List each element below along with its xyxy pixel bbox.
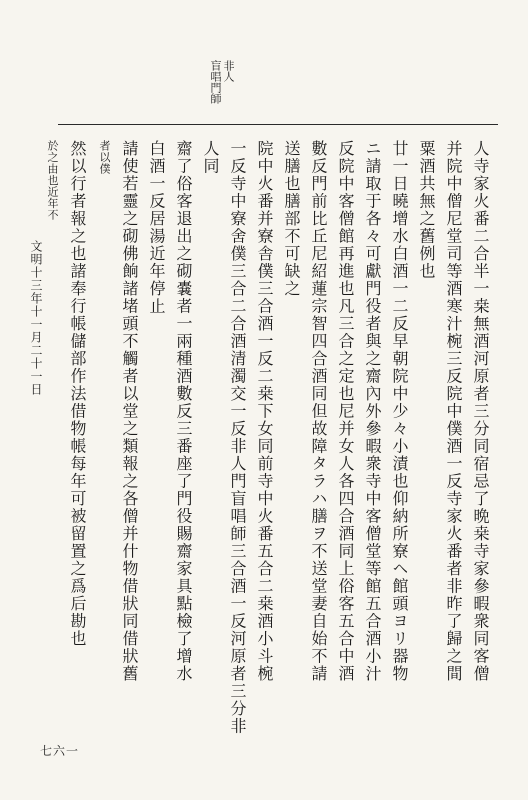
header-rule	[58, 124, 498, 125]
text-column: 廿一日曉增水白酒一二反早朝院中少々小漬也仰納所寮ヘ館頭ヨリ器物	[390, 140, 409, 683]
body-text	[36, 140, 488, 760]
text-column-note: 於之由也近年不	[46, 140, 59, 221]
header-note	[210, 60, 234, 104]
text-column: 請使若靈之砌佛餉諸堵頭不觸者以堂之類報之各僧并什物借狀同借狀舊	[120, 140, 139, 683]
header-line-1: 非人	[222, 60, 235, 82]
text-column: 人寺家火番二合半一桒無酒河原者三分同宿忌了晩桒寺家參暇衆同客僧	[471, 140, 490, 683]
text-column: 并院中僧尼堂司等酒寒汁椀三反院中僕酒一反寺家火番者非昨了歸之間	[444, 140, 463, 683]
text-column: 數反門前比丘尼紹蓮宗智四合酒同但故障タラハ膳ヲ不送堂妻自始不請	[309, 140, 328, 683]
text-column: 粟酒共無之舊例也	[417, 140, 436, 280]
text-column-note: 者以僕	[98, 140, 111, 175]
text-column: 送膳也膳部不可缺之	[282, 140, 301, 298]
text-column: 反院中客僧館再進也凡三合之定也尼并女人各四合酒同上俗客五合中酒	[336, 140, 355, 683]
text-column: 院中火番并寮舎僕三合酒一反二桒下女同前寺中火番五合二桒酒小斗椀	[255, 140, 274, 683]
page-number: 七六一	[40, 744, 80, 758]
text-column: 齋了俗客退出之砌嚢者一兩種酒數反三番座了門役賜齋家具點檢了增水	[174, 140, 193, 683]
colophon-date: 文明十三年十一月二十一日	[29, 240, 43, 396]
text-column: 然以行者報之也諸奉行帳儲部作法借物帳每年可被留置之爲后勘也	[68, 140, 87, 648]
text-column: ニ請取于各々可獻門役者與之齋內外參暇衆寺中客僧堂等館五合酒小汁	[363, 140, 382, 683]
header-line-2: 盲唱門師	[209, 60, 222, 104]
text-column: 人同	[201, 140, 220, 175]
text-column: 一反寺中寮舍僕三合二合酒清濁交一反非人門盲唱師三合酒一反河原者三分非	[228, 140, 247, 735]
text-column: 白酒一反居湯近年停止	[147, 140, 166, 315]
